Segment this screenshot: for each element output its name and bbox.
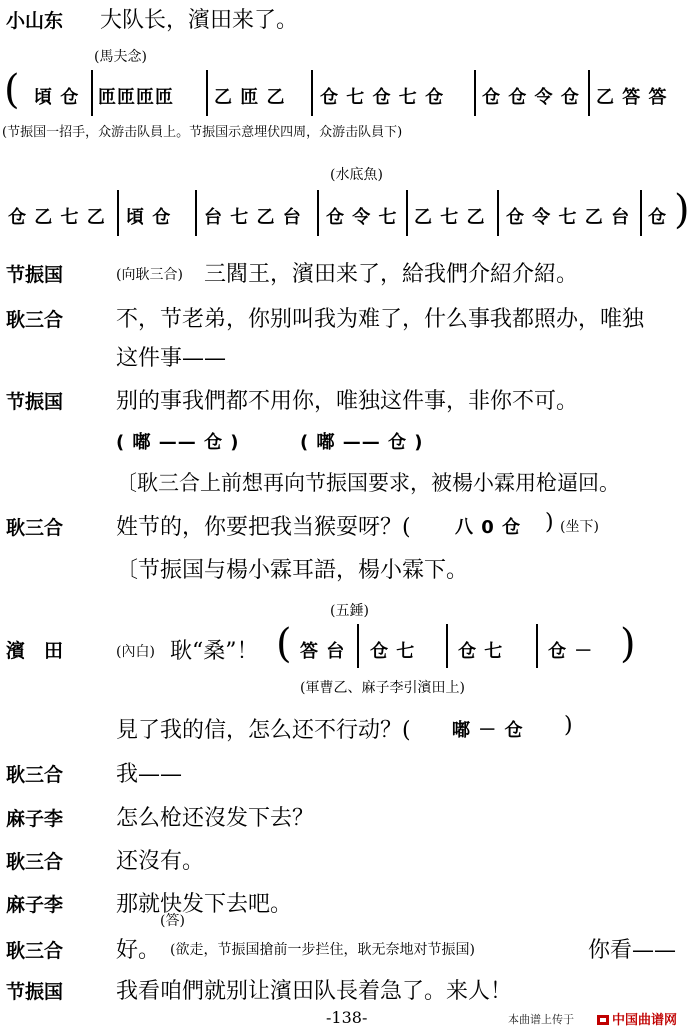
measure: 仓 — [648, 207, 667, 228]
measure: 仓 仓 令 仓 — [482, 87, 580, 108]
speaker-label: 耿三合 — [6, 940, 64, 962]
dialogue-text: 見了我的信，怎么还不行动？( — [116, 718, 411, 743]
measure: 台 七 乙 台 — [204, 207, 302, 228]
barline — [497, 190, 499, 236]
open-paren: ( — [276, 621, 292, 667]
speaker-label: 节振国 — [6, 981, 64, 1003]
barline — [536, 624, 538, 668]
tune-label: (五錘) — [330, 603, 369, 619]
tune-label: (馬夫念) — [94, 49, 147, 65]
dialogue-text: 不，节老弟，你别叫我为难了，什么事我都照办，唯独 — [116, 307, 645, 332]
dialogue-text: 我看咱們就别让濱田队長着急了。来人！ — [116, 979, 513, 1004]
speaker-label: 节振国 — [6, 391, 64, 413]
barline — [311, 70, 313, 116]
measure: 仓 七 仓 七 仓 — [320, 87, 445, 108]
site-logo[interactable]: 中国曲谱网 — [612, 1013, 678, 1028]
stage-direction: (向耿三合) — [116, 267, 183, 283]
open-paren: ( — [4, 67, 20, 113]
stage-note: (軍曹乙、麻子李引濱田上) — [300, 680, 465, 696]
speaker-label: 耿三合 — [6, 851, 64, 873]
dialogue-text: 那就快发下去吧。 — [116, 892, 293, 917]
barline — [588, 70, 590, 116]
stage-note: (节振国一招手，众游击队員上。节振国示意埋伏四周，众游击队員下) — [2, 125, 403, 140]
dialogue-text: 耿“桑”！ — [170, 639, 259, 664]
stage-direction: (欲走，节振国搶前一步拦住，耿无奈地对节振国) — [170, 942, 475, 958]
percussion-cue: ( 嘟 —— 仓 ) — [300, 432, 424, 453]
logo-icon — [596, 1011, 610, 1023]
percussion-cue: ( 嘟 —— 仓 ) — [116, 432, 240, 453]
measure: 頃 仓 — [126, 207, 172, 228]
measure: 仓 令 七 — [326, 207, 398, 228]
speaker-label: 节振国 — [6, 264, 64, 286]
dialogue-text: 我—— — [116, 762, 183, 787]
speaker-label: 麻子李 — [6, 894, 64, 916]
tune-label: (水底魚) — [330, 167, 383, 183]
speaker-label: 濱 田 — [6, 640, 64, 662]
measure: 頃 仓 — [34, 87, 80, 108]
dialogue-text: 大队长，濱田来了。 — [100, 8, 299, 33]
barline — [406, 190, 408, 236]
percussion-cue: 八 0 仓 — [455, 517, 522, 538]
measure: 仓 令 七 乙 台 — [506, 207, 631, 228]
page-number: -138- — [326, 1008, 368, 1027]
close-paren: ) — [620, 621, 636, 667]
barline — [640, 190, 642, 236]
speaker-label: 耿三合 — [6, 309, 64, 331]
barline — [317, 190, 319, 236]
percussion-cue: 嘟 － 仓 — [452, 720, 524, 741]
barline — [206, 70, 208, 116]
stage-direction: 〔节振国与楊小霖耳語，楊小霖下。 — [116, 558, 469, 583]
speaker-label: 麻子李 — [6, 808, 64, 830]
dialogue-text: 怎么枪还沒发下去？ — [116, 806, 315, 831]
close-paren: ) — [674, 187, 690, 233]
dialogue-text: 这件事—— — [116, 346, 227, 371]
barline — [446, 624, 448, 668]
measure: 答 台 — [300, 641, 346, 662]
source-note: 本曲谱上传于 — [508, 1013, 574, 1026]
measure: 仓 乙 七 乙 — [8, 207, 106, 228]
barline — [91, 70, 93, 116]
measure: 乙 答 答 — [596, 87, 668, 108]
stage-direction: (坐下) — [560, 519, 599, 535]
dialogue-text: 三閻王，濱田来了，給我們介紹介紹。 — [204, 262, 579, 287]
close-paren: ) — [545, 510, 554, 535]
dialogue-text: 你看—— — [588, 938, 677, 963]
barline — [357, 624, 359, 668]
percussion-annotation: (答) — [160, 913, 185, 929]
measure: 仓 七 — [458, 641, 504, 662]
dialogue-text: 姓节的，你要把我当猴耍呀？( — [116, 515, 411, 540]
barline — [117, 190, 119, 236]
barline — [195, 190, 197, 236]
measure: 乙 七 乙 — [414, 207, 486, 228]
measure: 匝匝匝匝 — [98, 87, 174, 108]
dialogue-text: 别的事我們都不用你，唯独这件事，非你不可。 — [116, 389, 579, 414]
dialogue-text: 还沒有。 — [116, 849, 205, 874]
stage-direction: (內白) — [116, 644, 155, 660]
stage-direction: 〔耿三合上前想再向节振国要求，被楊小霖用枪逼回。 — [116, 471, 620, 495]
speaker-label: 小山东 — [6, 10, 64, 32]
speaker-label: 耿三合 — [6, 517, 64, 539]
measure: 仓 七 — [370, 641, 416, 662]
speaker-label: 耿三合 — [6, 764, 64, 786]
barline — [474, 70, 476, 116]
measure: 乙 匝 乙 — [214, 87, 286, 108]
measure: 仓 － — [548, 641, 594, 662]
close-paren: ) — [564, 713, 573, 738]
dialogue-text: 好。 — [116, 938, 161, 963]
